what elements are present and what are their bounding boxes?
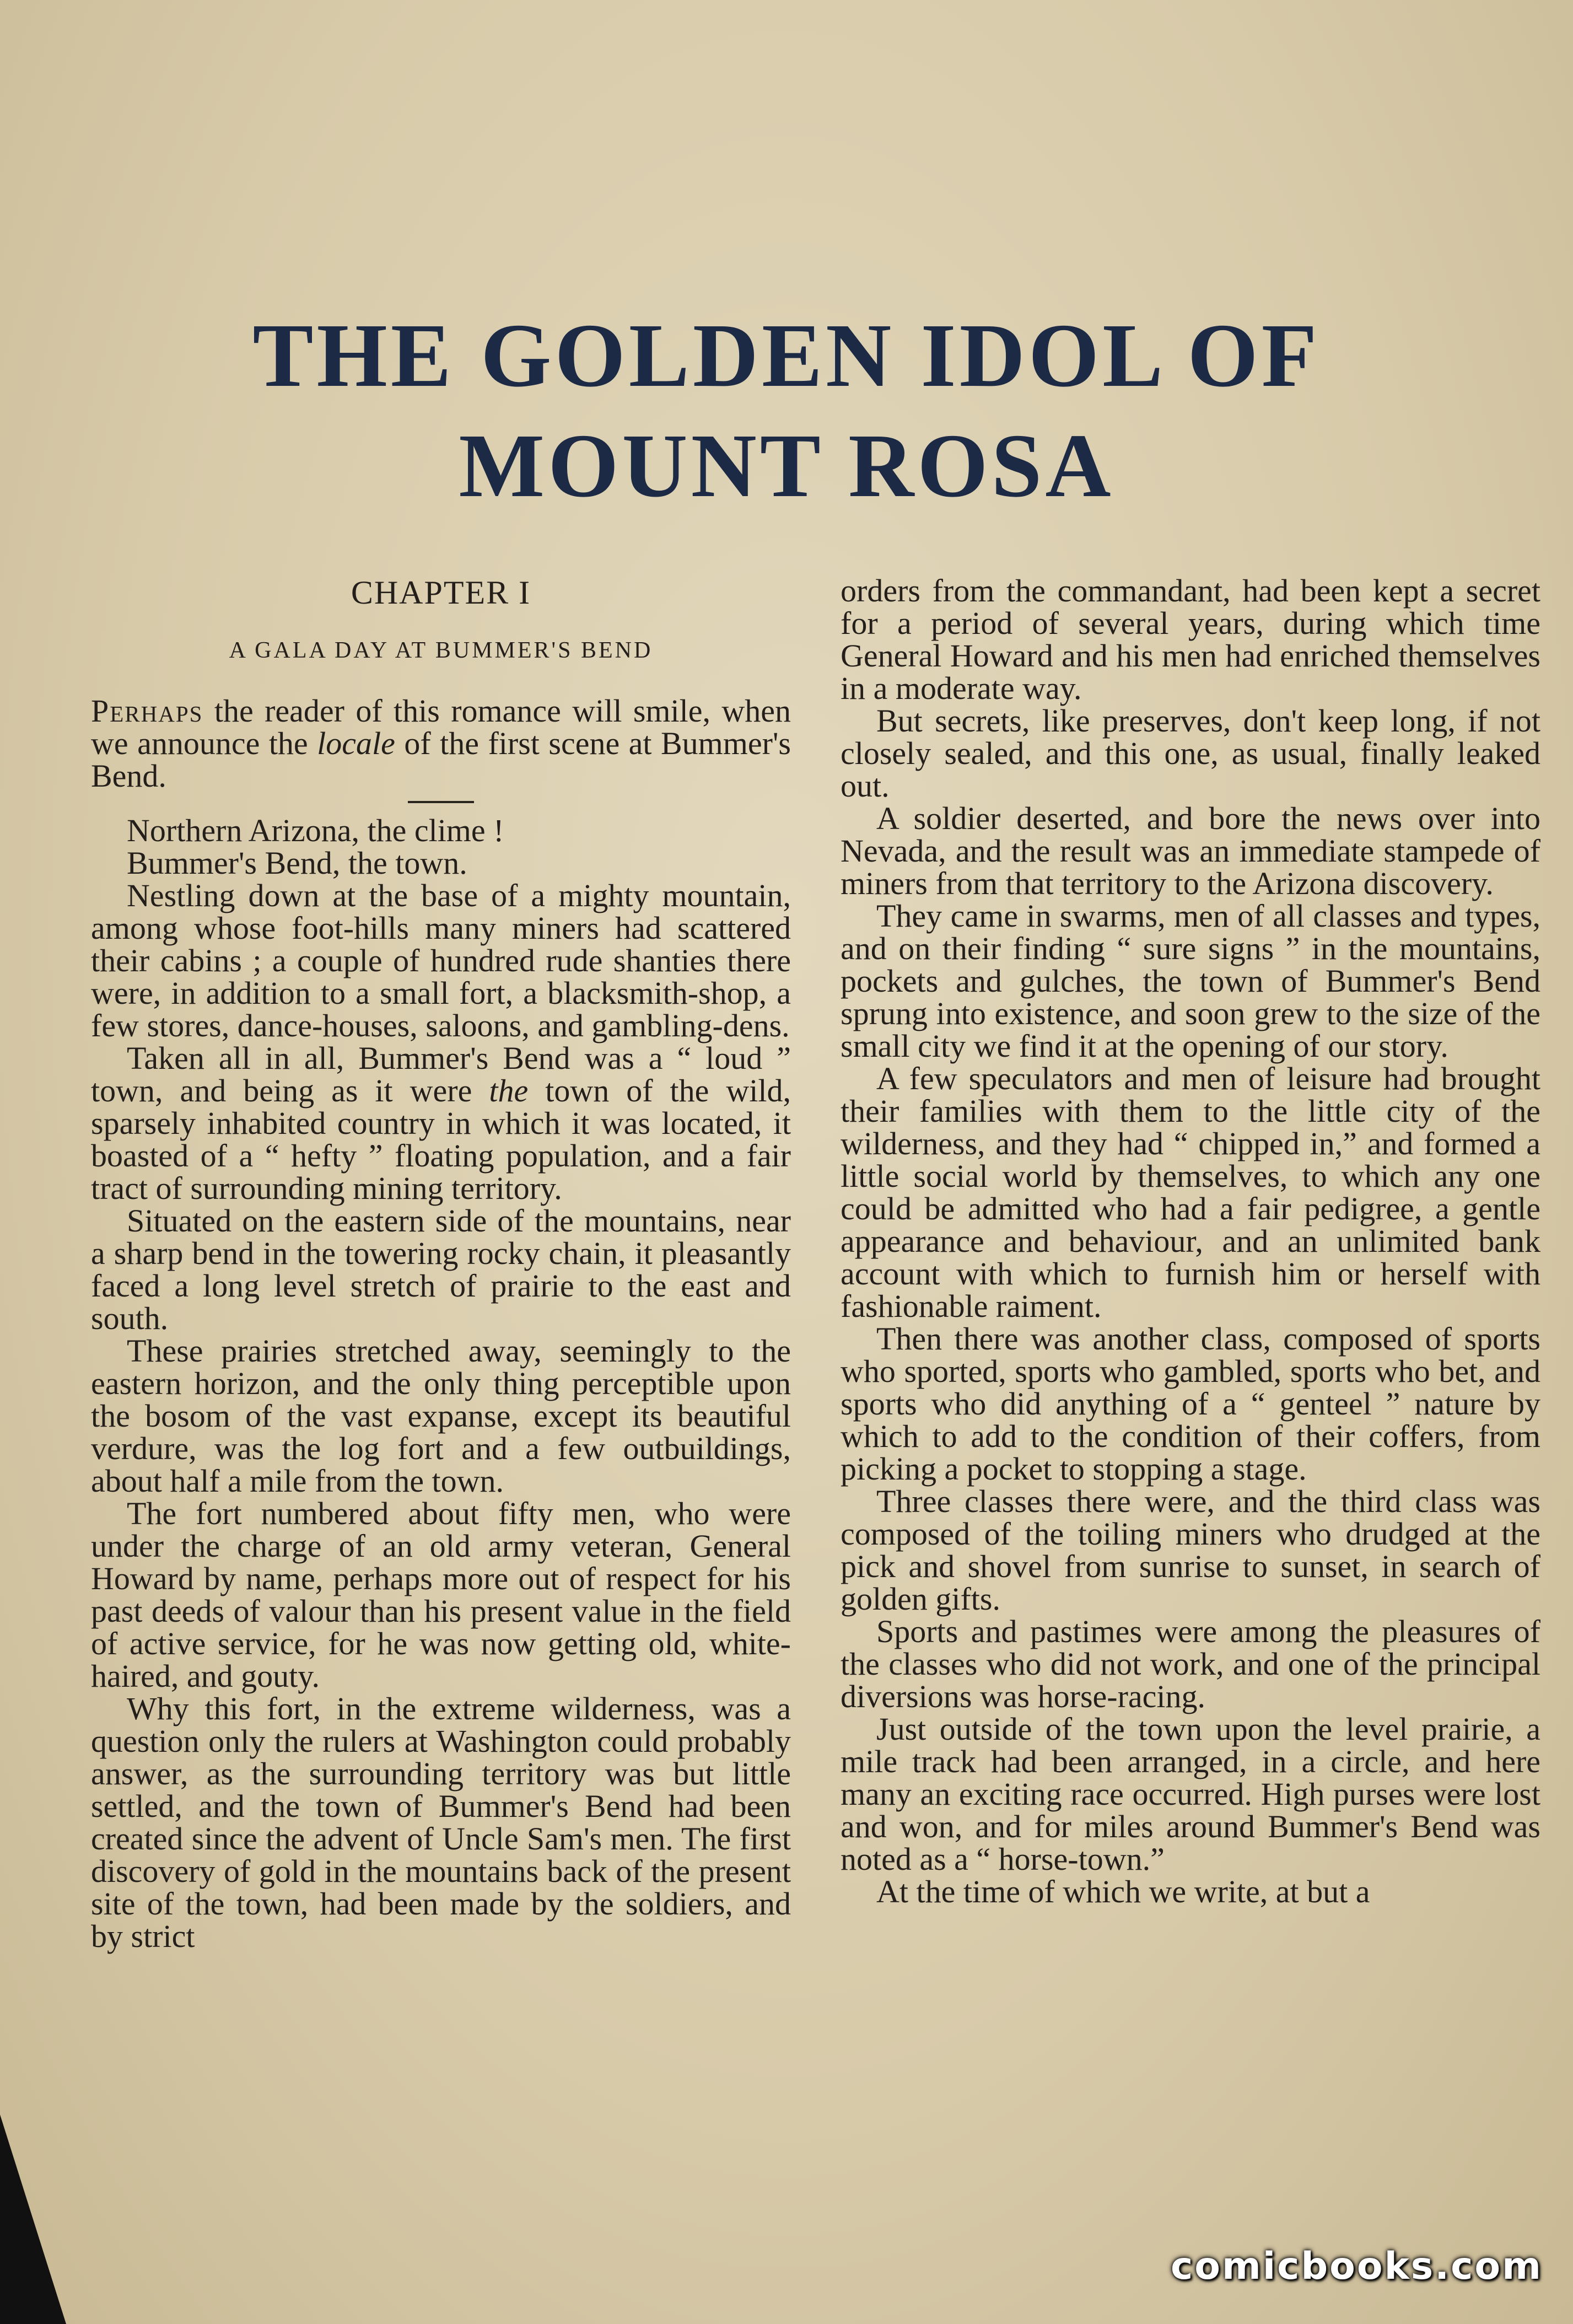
- left-column: [91, 571, 791, 1952]
- title-line-2: MOUNT ROSA: [459, 415, 1114, 516]
- story-title: [83, 300, 1490, 521]
- paragraph: [91, 1042, 791, 1204]
- intro-text-2: of the first scene at Bummer's Bend.: [91, 725, 791, 794]
- paragraph: Why this fort, in the extreme wilderness, was a question only the rulers at Washington could probably answer, as the surrounding territory was but little settled, and the town of Bummer's Bend had been created since the advent of Uncle Sam's men. The first discovery of gold in the mountains back of the present site of the town, had been made by the soldiers, and by strict: [91, 1691, 791, 1954]
- watermark: comicbooks.com: [1170, 2245, 1543, 2288]
- paragraph: Bummer's Bend, the town.: [127, 845, 467, 881]
- paragraph: Then there was another class, composed of sports who sported, sports who gambled, sports who bet, and sports who did anything of a “ genteel ” nature by which to add to the condition of their coffers, from picking a pocket to stopping a stage.: [841, 1321, 1540, 1487]
- intro-paragraph: [91, 695, 791, 792]
- paragraph: They came in swarms, men of all classes and types, and on their finding “ sure signs ” in the mountains, pockets and gulches, the town of Bummer's Bend sprung into existence, and soon grew to the size of the small city we find it at the opening of our story.: [841, 898, 1540, 1064]
- paragraph: Just outside of the town upon the level prairie, a mile track had been arranged, in a circle, and here many an exciting race occurred. High purses were lost and won, and for miles around Bummer's Bend was noted as a “ horse-town.”: [841, 1711, 1540, 1877]
- paragraph: orders from the commandant, had been kept a secret for a period of several years, during which time General Howard and his men had enriched themselves in a moderate way.: [841, 573, 1540, 706]
- paragraph-text: Taken all in all, Bummer's Bend was a “ loud ” town, and being as it were: [91, 1040, 791, 1109]
- paragraph: A few speculators and men of leisure had brought their families with them to the little city of the wilderness, and they had “ chipped in,” and formed a little social world by themselves, to which any one could be admitted who had a fair pedigree, a gentle appearance and behaviour, and an unlimited bank account with which to furnish him or herself with fashionable raiment.: [841, 1061, 1540, 1324]
- intro-lead-word: Perhaps: [91, 693, 203, 729]
- paragraph: At the time of which we write, at but a: [876, 1874, 1370, 1909]
- italic-word: the: [489, 1073, 529, 1109]
- title-line-1: THE GOLDEN IDOL OF: [252, 305, 1321, 406]
- paragraph: A soldier deserted, and bore the news over into Nevada, and the result was an immediate stampede of miners from that territory to the Arizona discovery.: [841, 800, 1540, 901]
- paragraph: Nestling down at the base of a mighty mountain, among whose foot-hills many miners had scattered their cabins ; a couple of hundred rude shanties there were, in addition to a small fort, a blacksmith-shop, a few stores, dance-houses, saloons, and gambling-dens.: [91, 878, 791, 1043]
- chapter-heading: CHAPTER I: [351, 574, 531, 611]
- paragraph: These prairies stretched away, seemingly to the eastern horizon, and the only thing perceptible upon the bosom of the vast expanse, except its beautiful verdure, was the log fort and a few outbuildings, about half a mile from the town.: [91, 1333, 791, 1499]
- right-column: [841, 574, 1540, 1908]
- paragraph: Sports and pastimes were among the pleasures of the classes who did not work, and one of the principal diversions was horse-racing.: [841, 1613, 1540, 1714]
- intro-italic-word: locale: [317, 725, 395, 761]
- paragraph-text: town of the wild, sparsely inhabited country in which it was located, it boasted of a “ hefty ” floating population, and a fair tract of surrounding mining territory.: [91, 1073, 791, 1206]
- paragraph: Northern Arizona, the clime !: [127, 813, 504, 848]
- paragraph: But secrets, like preserves, don't keep long, if not closely sealed, and this one, as usual, finally leaked out.: [841, 703, 1540, 804]
- paragraph: Three classes there were, and the third class was composed of the toiling miners who drudged at the pick and shovel from sunrise to sunset, in search of golden gifts.: [841, 1483, 1540, 1617]
- paragraph: Situated on the eastern side of the mountains, near a sharp bend in the towering rocky chain, it pleasantly faced a long level stretch of prairie to the east and south.: [91, 1203, 791, 1336]
- paragraph: The fort numbered about fifty men, who were under the charge of an old army veteran, General Howard by name, perhaps more out of respect for his past deeds of valour than his present value in the field of active service, for he was now getting old, white-haired, and gouty.: [91, 1495, 791, 1694]
- page-corner-shadow: [0, 2115, 66, 2324]
- section-divider: [408, 801, 474, 803]
- chapter-subheading: A GALA DAY AT BUMMER'S BEND: [229, 638, 653, 663]
- intro-text-1: the reader of this romance will smile, when we announce the: [91, 693, 791, 761]
